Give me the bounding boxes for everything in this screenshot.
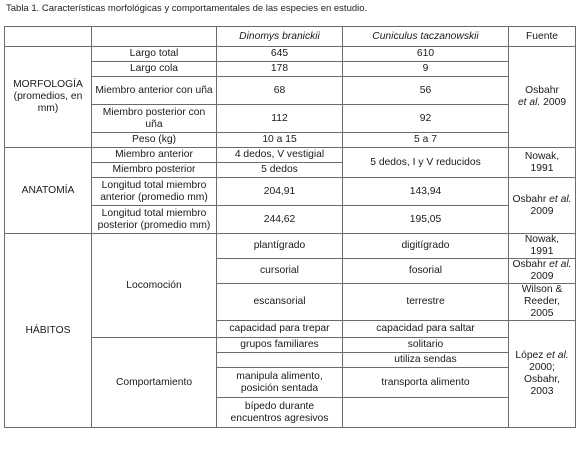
value-dinomys: manipula alimento, posición sentada bbox=[217, 368, 343, 398]
trait-cell: Largo total bbox=[92, 47, 217, 62]
trait-cell: Miembro posterior bbox=[92, 163, 217, 178]
value-dinomys: 10 a 15 bbox=[217, 133, 343, 148]
value-cuniculus: fosorial bbox=[343, 259, 509, 284]
value-cuniculus-merged: 5 dedos, I y V reducidos bbox=[343, 148, 509, 178]
value-dinomys bbox=[217, 353, 343, 368]
table-row bbox=[5, 47, 576, 62]
section-label-anatomia: ANATOMÍA bbox=[5, 148, 92, 234]
header-empty-1 bbox=[5, 27, 92, 47]
source-author: Osbahr bbox=[512, 259, 547, 270]
value-dinomys: 5 dedos bbox=[217, 163, 343, 178]
value-cuniculus: 92 bbox=[343, 105, 509, 133]
value-cuniculus: utiliza sendas bbox=[343, 353, 509, 368]
source-cell bbox=[509, 259, 576, 284]
trait-cell: Peso (kg) bbox=[92, 133, 217, 148]
header-row bbox=[5, 27, 576, 47]
header-species-cuniculus: Cuniculus taczanowskii bbox=[343, 27, 509, 47]
source-year: 2009 bbox=[530, 205, 554, 217]
value-dinomys: 4 dedos, V vestigial bbox=[217, 148, 343, 163]
table-caption: Tabla 1. Características morfológicas y comportamentales de las especies en estudio. bbox=[6, 3, 368, 14]
value-cuniculus: 195,05 bbox=[343, 206, 509, 234]
value-cuniculus: 56 bbox=[343, 77, 509, 105]
source-author: Osbahr bbox=[525, 85, 559, 96]
trait-cell: Longitud total miembro anterior (promedio mm) bbox=[92, 178, 217, 206]
value-cuniculus: 5 a 7 bbox=[343, 133, 509, 148]
source-et-al: et al. bbox=[549, 259, 572, 270]
source-year: 2009 bbox=[530, 271, 554, 282]
source-year: 2000; Osbahr, 2003 bbox=[523, 362, 561, 397]
source-morfologia bbox=[509, 47, 576, 148]
source-et-al: et al. bbox=[517, 97, 541, 108]
value-cuniculus: 610 bbox=[343, 47, 509, 62]
header-source: Fuente bbox=[509, 27, 576, 47]
source-cell: Wilson & Reeder, 2005 bbox=[509, 284, 576, 321]
value-dinomys: 178 bbox=[217, 62, 343, 77]
value-cuniculus: digitígrado bbox=[343, 234, 509, 259]
species-characteristics-table bbox=[4, 26, 576, 428]
subsection-label-locomocion: Locomoción bbox=[92, 234, 217, 338]
trait-cell: Miembro anterior bbox=[92, 148, 217, 163]
header-empty-2 bbox=[92, 27, 217, 47]
table-row bbox=[5, 148, 576, 163]
value-cuniculus: solitario bbox=[343, 338, 509, 353]
value-cuniculus: 9 bbox=[343, 62, 509, 77]
source-comportamiento bbox=[509, 321, 576, 428]
value-dinomys: 68 bbox=[217, 77, 343, 105]
value-cuniculus: 143,94 bbox=[343, 178, 509, 206]
value-cuniculus bbox=[343, 398, 509, 428]
source-cell: Nowak, 1991 bbox=[509, 234, 576, 259]
header-species-dinomys: Dinomys branickii bbox=[217, 27, 343, 47]
value-cuniculus: capacidad para saltar bbox=[343, 321, 509, 338]
value-dinomys: 645 bbox=[217, 47, 343, 62]
value-dinomys: 204,91 bbox=[217, 178, 343, 206]
source-et-al: et al. bbox=[549, 193, 572, 205]
value-cuniculus: terrestre bbox=[343, 284, 509, 321]
value-dinomys: escansorial bbox=[217, 284, 343, 321]
section-label-morfologia: MORFOLOGÍA (promedios, en mm) bbox=[5, 47, 92, 148]
value-dinomys: capacidad para trepar bbox=[217, 321, 343, 338]
source-author: Osbahr bbox=[512, 193, 547, 205]
value-dinomys: 244,62 bbox=[217, 206, 343, 234]
trait-cell: Miembro posterior con uña bbox=[92, 105, 217, 133]
section-label-habitos: HÁBITOS bbox=[5, 234, 92, 428]
value-dinomys: grupos familiares bbox=[217, 338, 343, 353]
trait-cell: Miembro anterior con uña bbox=[92, 77, 217, 105]
table-row bbox=[5, 234, 576, 259]
value-dinomys: cursorial bbox=[217, 259, 343, 284]
value-dinomys: bípedo durante encuentros agresivos bbox=[217, 398, 343, 428]
value-cuniculus: transporta alimento bbox=[343, 368, 509, 398]
source-author: López bbox=[515, 350, 544, 361]
subsection-label-comportamiento: Comportamiento bbox=[92, 338, 217, 428]
source-et-al: et al. bbox=[546, 350, 569, 361]
trait-cell: Longitud total miembro posterior (promedio mm) bbox=[92, 206, 217, 234]
value-dinomys: 112 bbox=[217, 105, 343, 133]
source-year: 2009 bbox=[543, 97, 567, 108]
source-anatomia-2 bbox=[509, 178, 576, 234]
value-dinomys: plantígrado bbox=[217, 234, 343, 259]
trait-cell: Largo cola bbox=[92, 62, 217, 77]
source-anatomia-1: Nowak, 1991 bbox=[509, 148, 576, 178]
